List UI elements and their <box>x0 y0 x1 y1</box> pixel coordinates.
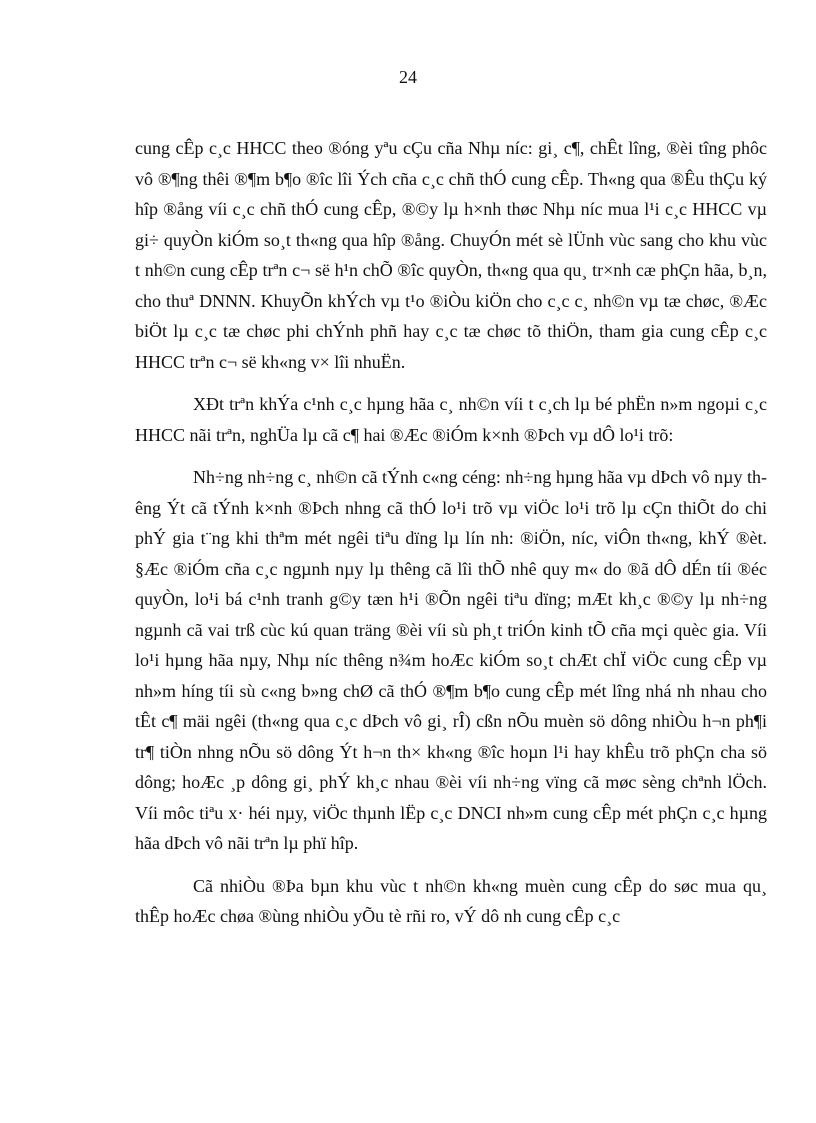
body-text <box>135 133 767 944</box>
page-number: 24 <box>399 67 417 87</box>
paragraph-3: Nh÷ng nh÷ng c¸ nh©n cã tÝnh c«ng céng: nh÷ng hµng hãa vµ dÞch vô nµy thêng Ýt cã tÝnh k×nh ®Þch nhng cã thÓ lo¹i trõ vµ viÖc lo¹i trõ lµ cÇn thiÕt do chi phÝ gia t¨ng khi thªm mét ngêi tiªu dïng lµ lín nh: ®iÖn, níc, viÔn th«ng, khÝ ®èt. §Æc ®iÓm cña c¸c ngµnh nµy lµ thêng cã lîi thÕ nhê quy m« do ®ã dÔ dÉn tíi ®éc quyÒn, lo¹i bá c¹nh tranh g©y tæn h¹i ®Õn ngêi tiªu dïng; mÆt kh¸c ®©y lµ nh÷ng ngµnh cã vai trß cùc kú quan träng ®èi víi sù ph¸t triÓn kinh tÕ cña mçi quèc gia. Víi lo¹i hµng hãa nµy, Nhµ níc thêng n¾m hoÆc kiÓm so¸t chÆt chÏ viÖc cung cÊp vµ nh»m híng tíi sù c«ng b»ng chØ cã thÓ ®¶m b¶o cung cÊp mét lîng nhá nh nhau cho tÊt c¶ mäi ngêi (th«ng qua c¸c dÞch vô gi¸ rÎ) cßn nÕu muèn sö dông nhiÒu h¬n ph¶i tr¶ tiÒn nhng nÕu sö dông Ýt h¬n th× kh«ng ®îc hoµn l¹i hay khÊu trõ phÇn cha sö dông; hoÆc ¸p dông gi¸ phÝ kh¸c nhau ®èi víi nh÷ng vïng cã møc sèng chªnh lÖch. Víi môc tiªu x· héi nµy, viÖc thµnh lËp c¸c DNCI nh»m cung cÊp mét phÇn c¸c hµng hãa dÞch vô nãi trªn lµ phï hîp. <box>135 467 767 853</box>
paragraph-4: Cã nhiÒu ®Þa bµn khu vùc t nh©n kh«ng muèn cung cÊp do søc mua qu¸ thÊp hoÆc chøa ®ùng nhiÒu yÕu tè rñi ro, vÝ dô nh cung cÊp c¸c <box>135 875 767 926</box>
paragraph-2: XÐt trªn khÝa c¹nh c¸c hµng hãa c¸ nh©n víi t c¸ch lµ bé phËn n»m ngoµi c¸c HHCC nãi trªn, nghÜa lµ cã c¶ hai ®Æc ®iÓm k×nh ®Þch vµ dÔ lo¹i trõ: <box>135 394 767 445</box>
paragraph-1: cung cÊp c¸c HHCC theo ®óng yªu cÇu cña Nhµ níc: gi¸ c¶, chÊt lîng, ®èi tîng phôc vô ®¶ng thêi ®¶m b¶o ®îc lîi Ých cña c¸c chñ thÓ cung cÊp. Th«ng qua ®Êu thÇu ký hîp ®ång víi c¸c chñ thÓ cung cÊp, ®©y lµ h×nh thøc Nhµ níc mua l¹i c¸c HHCC vµ gi÷ quyÒn kiÓm so¸t th«ng qua hîp ®ång. ChuyÓn mét sè lÜnh vùc sang cho khu vùc t nh©n cung cÊp trªn c¬ së h¹n chÕ ®îc quyÒn, th«ng qua qu¸ tr×nh cæ phÇn hãa, b¸n, cho thuª DNNN. KhuyÕn khÝch vµ t¹o ®iÒu kiÖn cho c¸c c¸ nh©n vµ tæ chøc, ®Æc biÖt lµ c¸c tæ chøc phi chÝnh phñ hay c¸c tæ chøc tõ thiÖn, tham gia cung cÊp c¸c HHCC trªn c¬ së kh«ng v× lîi nhuËn. <box>135 138 767 372</box>
